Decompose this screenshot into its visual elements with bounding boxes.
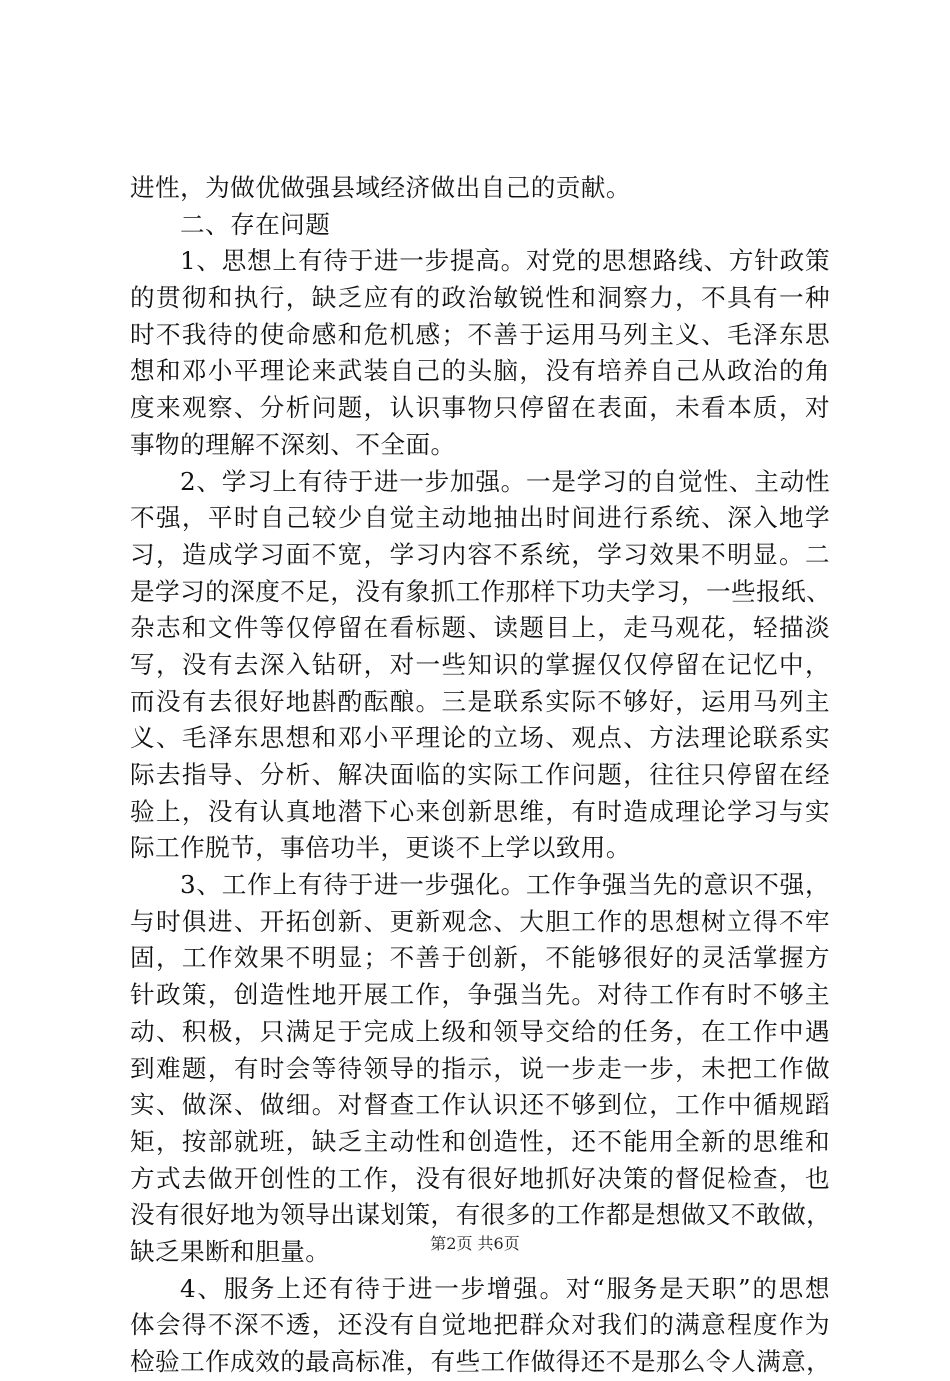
text-line: 是学习的深度不足，没有象抓工作那样下功夫学习，一些报纸、: [130, 576, 832, 606]
page-footer: 第2页 共6页: [430, 1234, 520, 1253]
text-line: 到难题，有时会等待领导的指示，说一步走一步，未把工作做: [130, 1053, 830, 1083]
text-line: 义、毛泽东思想和邓小平理论的立场、观点、方法理论联系实: [130, 723, 830, 753]
text-line: 想和邓小平理论来武装自己的头脑，没有培养自己从政治的角: [130, 356, 830, 386]
text-line: 固，工作效果不明显；不善于创新，不能够很好的灵活掌握方: [130, 943, 830, 973]
text-line: 事物的理解不深刻、不全面。: [130, 429, 456, 459]
document-body: [130, 170, 830, 1381]
text-line: 不强，平时自己较少自觉主动地抽出时间进行系统、深入地学: [130, 503, 830, 533]
text-line: 的贯彻和执行，缺乏应有的政治敏锐性和洞察力，不具有一种: [130, 283, 830, 313]
text-line: 3、工作上有待于进一步强化。工作争强当先的意识不强，: [180, 870, 830, 900]
text-line: 检验工作成效的最高标准，有些工作做得还不是那么令人满意，: [130, 1347, 832, 1376]
text-line: 时不我待的使命感和危机感；不善于运用马列主义、毛泽东思: [130, 319, 830, 349]
text-line: 动、积极，只满足于完成上级和领导交给的任务，在工作中遇: [130, 1016, 830, 1046]
text-line: 与时俱进、开拓创新、更新观念、大胆工作的思想树立得不牢: [130, 906, 830, 936]
text-line: 际工作脱节，事倍功半，更谈不上学以致用。: [130, 833, 631, 863]
text-line: 缺乏果断和胆量。: [130, 1236, 331, 1266]
text-line: 方式去做开创性的工作，没有很好地抓好决策的督促检查，也: [130, 1163, 830, 1193]
text-line: 而没有去很好地斟酌酝酿。三是联系实际不够好，运用马列主: [130, 686, 830, 716]
text-line: 体会得不深不透，还没有自觉地把群众对我们的满意程度作为: [130, 1310, 830, 1340]
text-line: 习，造成学习面不宽，学习内容不系统，学习效果不明显。二: [130, 539, 830, 569]
text-line: 1、思想上有待于进一步提高。对党的思想路线、方针政策: [180, 246, 830, 276]
text-line: 杂志和文件等仅停留在看标题、读题目上，走马观花，轻描淡: [130, 613, 830, 643]
text-line: 没有很好地为领导出谋划策，有很多的工作都是想做又不敢做，: [130, 1200, 832, 1230]
text-line: 际去指导、分析、解决面临的实际工作问题，往往只停留在经: [130, 760, 830, 789]
text-line: 进性，为做优做强县域经济做出自己的贡献。: [130, 173, 631, 202]
text-line: 实、做深、做细。对督查工作认识还不够到位，工作中循规蹈: [130, 1090, 830, 1120]
text-line: 二、存在问题: [180, 209, 331, 239]
text-line: 写，没有去深入钻研，对一些知识的掌握仅仅停留在记忆中，: [130, 649, 830, 679]
text-line: 验上，没有认真地潜下心来创新思维，有时造成理论学习与实: [130, 796, 830, 826]
text-line: 矩，按部就班，缺乏主动性和创造性，还不能用全新的思维和: [130, 1126, 830, 1156]
text-line: 2、学习上有待于进一步加强。一是学习的自觉性、主动性: [180, 466, 830, 496]
text-line: 针政策，创造性地开展工作，争强当先。对待工作有时不够主: [130, 980, 830, 1010]
text-line: 4、服务上还有待于进一步增强。对“服务是天职”的思想: [180, 1273, 830, 1303]
text-line: 度来观察、分析问题，认识事物只停留在表面，未看本质，对: [130, 393, 830, 423]
